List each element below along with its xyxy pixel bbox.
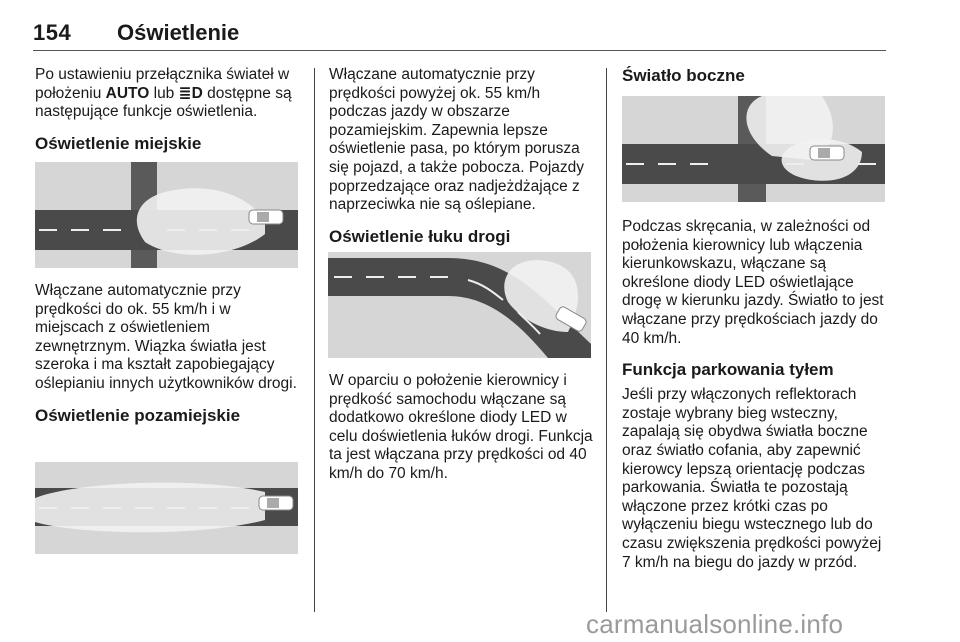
header-divider (33, 50, 886, 51)
curve-lighting-text: W oparciu o położenie kierownicy i prędkość samochodu włączane są dodatkowo określone diody LED w celu doświetlenia łuków drogi. Funkcja ta jest włączana przy prędkości od 40 km/h do 70 km/h. (329, 372, 593, 482)
column-1-lower (35, 282, 303, 426)
heading-side-light: Światło boczne (622, 66, 745, 85)
column-divider-1 (314, 68, 315, 612)
column-3 (622, 66, 890, 86)
intro-paragraph: Po ustawieniu przełącznika świateł w położeniu AUTO lub ≣D dostępne są następujące funkcje oświetlenia. (35, 66, 292, 121)
heading-city-lighting: Oświetlenie miejskie (35, 133, 202, 153)
column-divider-2 (606, 68, 607, 612)
column-2 (329, 66, 597, 247)
column-1 (35, 66, 303, 154)
page-number: 154 (33, 20, 72, 45)
column-3-lower (622, 218, 890, 572)
page-title: Oświetlenie (117, 20, 240, 45)
headlight-symbol: ≣D (178, 84, 203, 102)
side-light-text: Podczas skręcania, w zależności od położenia kierownicy lub włączenia kierunkowskazu, włączane są określone diody LED oświetlające drogę w kierunku jazdy. Światło to jest włączane przy prędkościach jazdy do 40 km/h. (622, 218, 884, 347)
auto-label: AUTO (105, 84, 150, 102)
city-lighting-illustration (35, 162, 298, 268)
page-header (33, 20, 886, 51)
heading-country-lighting: Oświetlenie pozamiejskie (35, 405, 241, 425)
curve-lighting-illustration (328, 252, 591, 358)
watermark: carmanualsonline.info (586, 609, 844, 639)
side-light-illustration (622, 96, 885, 202)
heading-reverse-parking: Funkcja parkowania tyłem (622, 360, 834, 380)
city-lighting-text: Włączane automatycznie przy prędkości do ok. 55 km/h i w miejscach z oświetleniem zewnętrznym. Wiązka światła jest szeroka i ma kształt zapobiegający oślepianiu innych użytkowników drogi. (35, 282, 297, 392)
country-lighting-illustration (35, 462, 298, 554)
heading-curve-lighting: Oświetlenie łuku drogi (329, 226, 511, 246)
country-lighting-text: Włączane automatycznie przy prędkości powyżej ok. 55 km/h podczas jazdy w obszarze pozamiejskim. Zapewnia lepsze oświetlenie pasa, po którym porusza się pojazd, a także pobocza. Pojazdy poprzedzające oraz nadjeżdżające z naprzeciwka nie są oślepiane. (329, 66, 585, 214)
column-2-lower (329, 372, 597, 484)
reverse-parking-text: Jeśli przy włączonych reflektorach zostaje wybrany bieg wsteczny, zapalają się obydwa światła boczne oraz światło cofania, aby zapewnić kierowcy lepszą orientację podczas parkowania. Światła te pozostają włączone przez krótki czas po wyłączeniu biegu wstecznego lub do czasu zwiększenia prędkości powyżej 7 km/h na biegu do jazdy w przód. (622, 386, 882, 571)
